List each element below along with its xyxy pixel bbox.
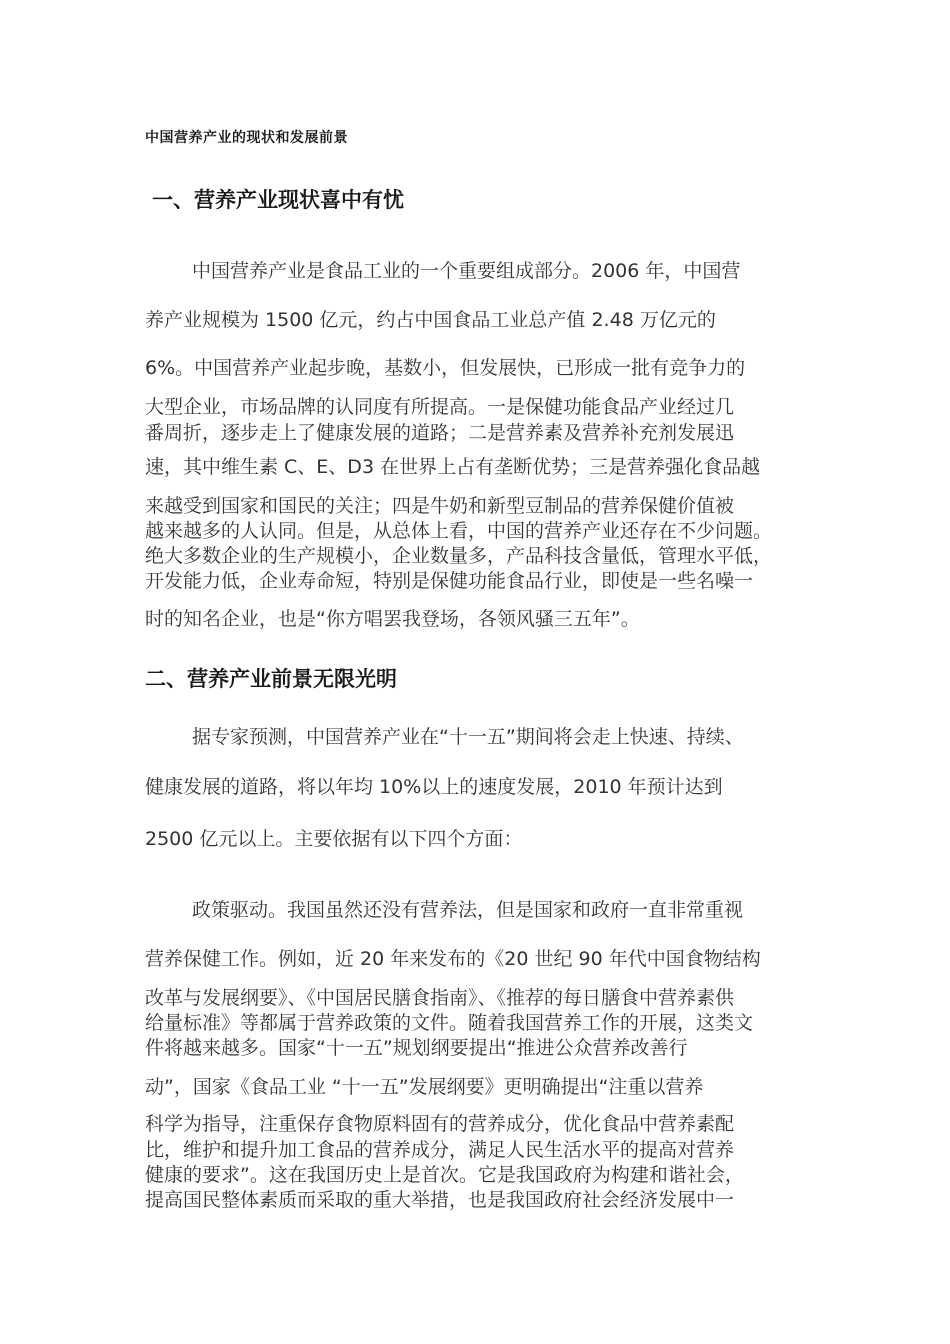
paragraph-line: 改革与发展纲要》、《中国居民膳食指南》、《推荐的每日膳食中营养素供	[145, 987, 735, 1009]
paragraph-line: 动”，国家《食品工业 “十一五”发展纲要》更明确提出“注重以营养	[145, 1076, 704, 1098]
section-1-heading: 一、营养产业现状喜中有忧	[152, 188, 404, 212]
paragraph-line: 绝大多数企业的生产规模小，企业数量多，产品科技含量低，管理水平低，	[145, 545, 773, 567]
paragraph-line: 健康发展的道路，将以年均 10%以上的速度发展，2010 年预计达到	[145, 776, 723, 798]
paragraph-line: 越来越多的人认同。但是，从总体上看，中国的营养产业还存在不少问题。	[145, 520, 773, 542]
section-2-heading: 二、营养产业前景无限光明	[145, 667, 397, 691]
paragraph-line: 2500 亿元以上。主要依据有以下四个方面：	[145, 828, 523, 850]
paragraph-line: 中国营养产业是食品工业的一个重要组成部分。2006 年，中国营	[192, 260, 741, 282]
paragraph-line: 大型企业，市场品牌的认同度有所提高。一是保健功能食品产业经过几	[145, 396, 735, 418]
paragraph-line: 来越受到国家和国民的关注；四是牛奶和新型豆制品的营养保健价值被	[145, 495, 735, 517]
paragraph-line: 科学为指导，注重保存食物原料固有的营养成分，优化食品中营养素配	[145, 1113, 735, 1135]
paragraph-line: 6%。中国营养产业起步晚，基数小，但发展快，已形成一批有竞争力的	[145, 357, 746, 379]
paragraph-line: 养产业规模为 1500 亿元，约占中国食品工业总产值 2.48 万亿元的	[145, 309, 716, 331]
paragraph-line: 时的知名企业，也是“你方唱罢我登场，各领风骚三五年”。	[145, 608, 640, 630]
paragraph-line: 营养保健工作。例如，近 20 年来发布的《20 世纪 90 年代中国食物结构	[145, 948, 761, 970]
paragraph-line: 比，维护和提升加工食品的营养成分，满足人民生活水平的提高对营养	[145, 1139, 735, 1161]
paragraph-line: 健康的要求”。这在我国历史上是首次。它是我国政府为构建和谐社会，	[145, 1164, 744, 1186]
paragraph-line: 政策驱动。我国虽然还没有营养法，但是国家和政府一直非常重视	[192, 899, 744, 921]
paragraph-line: 番周折，逐步走上了健康发展的道路；二是营养素及营养补充剂发展迅	[145, 422, 735, 444]
paragraph-line: 速，其中维生素 C、E、D3 在世界上占有垄断优势；三是营养强化食品越	[145, 456, 761, 478]
paragraph-line: 给量标准》等都属于营养政策的文件。随着我国营养工作的开展，这类文	[145, 1012, 754, 1034]
paragraph-line: 开发能力低，企业寿命短，特别是保健功能食品行业，即使是一些名噪一	[145, 570, 754, 592]
paragraph-line: 提高国民整体素质而采取的重大举措，也是我国政府社会经济发展中一	[145, 1189, 735, 1211]
paragraph-line: 据专家预测，中国营养产业在“十一五”期间将会走上快速、持续、	[192, 726, 744, 748]
paragraph-line: 件将越来越多。国家“十一五”规划纲要提出“推进公众营养改善行	[145, 1037, 688, 1059]
document-title: 中国营养产业的现状和发展前景	[145, 130, 348, 146]
